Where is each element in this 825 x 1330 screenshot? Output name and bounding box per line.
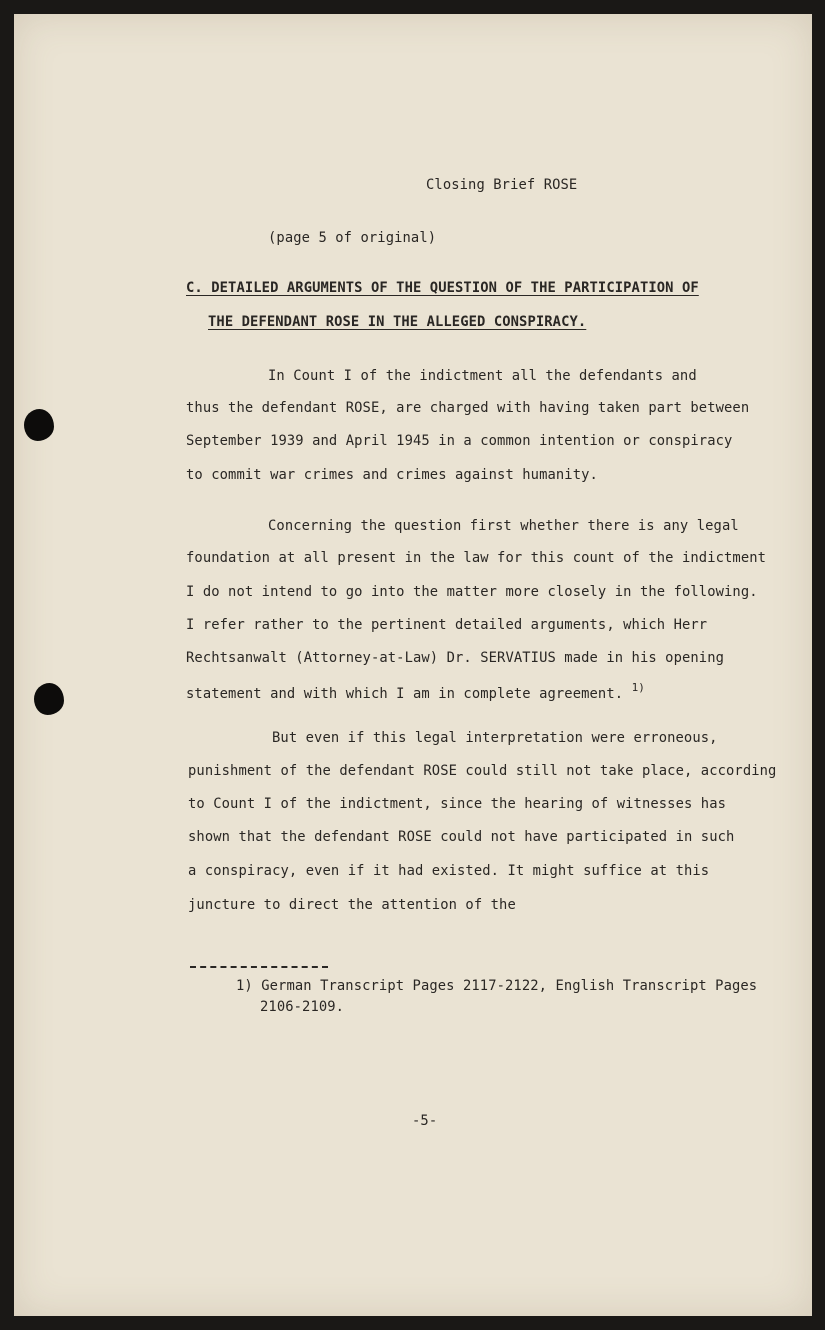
section-heading-line-2: THE DEFENDANT ROSE IN THE ALLEGED CONSPIRACY. — [208, 314, 587, 330]
paragraph-2-line-4: I refer rather to the pertinent detailed arguments, which Herr — [186, 617, 708, 633]
paragraph-3-line-3: to Count I of the indictment, since the hearing of witnesses has — [188, 796, 727, 812]
paragraph-2-line-1: Concerning the question first whether there is any legal — [268, 518, 739, 534]
paragraph-1-line-4: to commit war crimes and crimes against humanity. — [186, 467, 598, 483]
paragraph-1-line-1: In Count I of the indictment all the defendants and — [268, 368, 697, 384]
punch-hole-bottom — [34, 683, 64, 715]
paragraph-2-line-6 — [186, 681, 646, 702]
page-number: -5- — [412, 1113, 438, 1129]
punch-hole-top — [24, 409, 54, 441]
footnote-line-1: 1) German Transcript Pages 2117-2122, English Transcript Pages — [236, 978, 758, 994]
paragraph-2-line-6-text: statement and with which I am in complete agreement. — [186, 686, 624, 702]
page-reference: (page 5 of original) — [268, 230, 437, 246]
paragraph-3-line-2: punishment of the defendant ROSE could still not take place, according — [188, 763, 777, 779]
paragraph-3-line-4: shown that the defendant ROSE could not have participated in such — [188, 829, 735, 845]
footnote-divider — [190, 966, 328, 968]
paragraph-1-line-2: thus the defendant ROSE, are charged with having taken part between — [186, 400, 750, 416]
footnote-marker: 1) — [631, 681, 646, 694]
paragraph-2-line-3: I do not intend to go into the matter more closely in the following. — [186, 584, 758, 600]
paragraph-3-line-6: juncture to direct the attention of the — [188, 897, 516, 913]
paragraph-3-line-5: a conspiracy, even if it had existed. It might suffice at this — [188, 863, 710, 879]
paragraph-2-line-5: Rechtsanwalt (Attorney-at-Law) Dr. SERVATIUS made in his opening — [186, 650, 725, 666]
paragraph-1-line-3: September 1939 and April 1945 in a common intention or conspiracy — [186, 433, 733, 449]
footnote-line-2: 2106-2109. — [260, 999, 345, 1015]
section-heading-line-1: C. DETAILED ARGUMENTS OF THE QUESTION OF THE PARTICIPATION OF — [186, 280, 699, 296]
document-header: Closing Brief ROSE — [426, 177, 578, 193]
paragraph-2-line-2: foundation at all present in the law for this count of the indictment — [186, 550, 767, 566]
paragraph-3-line-1: But even if this legal interpretation were erroneous, — [272, 730, 718, 746]
